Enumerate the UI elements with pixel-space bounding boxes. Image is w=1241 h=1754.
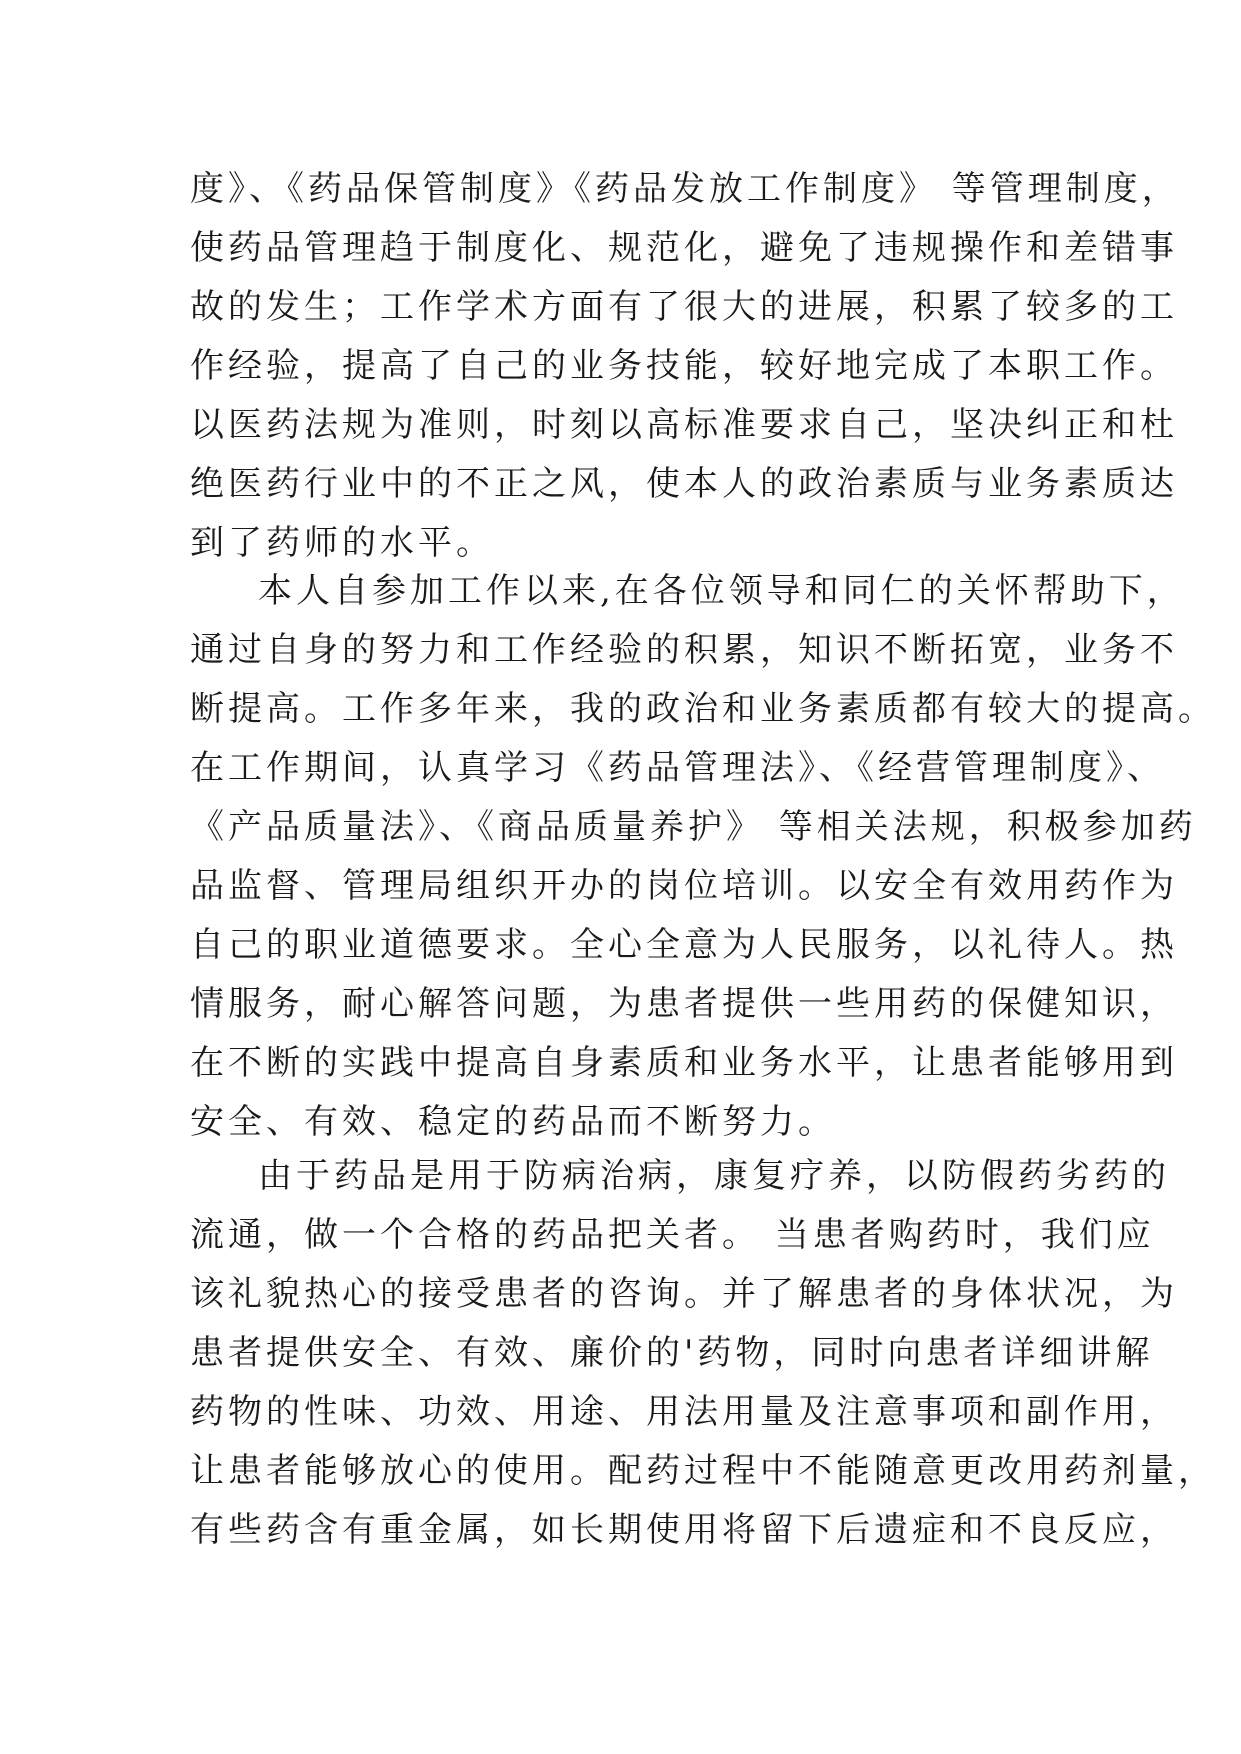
- paragraph-3: [190, 1147, 1216, 1560]
- text-line: 以医药法规为准则，时刻以高标准要求自己，坚决纠正和杜: [190, 405, 1178, 445]
- paragraph-2: [190, 562, 1216, 1152]
- text-line: 度》、《药品保管制度》《药品发放工作制度》 等管理制度，: [190, 169, 1180, 209]
- text-line: 绝医药行业中的不正之风，使本人的政治素质与业务素质达: [190, 464, 1178, 504]
- text-line: 有些药含有重金属，如长期使用将留下后遗症和不良反应，: [190, 1510, 1178, 1550]
- text-line: 药物的性味、功效、用途、用法用量及注意事项和副作用，: [190, 1392, 1178, 1432]
- text-line: 使药品管理趋于制度化、规范化，避免了违规操作和差错事: [190, 228, 1178, 268]
- text-line: 品监督、管理局组织开办的岗位培训。以安全有效用药作为: [190, 866, 1178, 906]
- text-line: 断提高。工作多年来，我的政治和业务素质都有较大的提高。: [190, 689, 1216, 729]
- text-line: 故的发生；工作学术方面有了很大的进展，积累了较多的工: [190, 287, 1178, 327]
- paragraph-1: [190, 160, 1180, 573]
- text-line: 到了药师的水平。: [190, 523, 494, 563]
- text-line: 《产品质量法》、《商品质量养护》 等相关法规，积极参加药: [190, 807, 1197, 847]
- text-line: 自己的职业道德要求。全心全意为人民服务，以礼待人。热: [190, 925, 1178, 965]
- text-line: 流通，做一个合格的药品把关者。 当患者购药时，我们应: [190, 1215, 1155, 1255]
- text-line: 患者提供安全、有效、廉价的'药物，同时向患者详细讲解: [190, 1333, 1154, 1373]
- text-line: 该礼貌热心的接受患者的咨询。并了解患者的身体状况，为: [190, 1274, 1178, 1314]
- text-line-indented: 由于药品是用于防病治病，康复疗养，以防假药劣药的: [258, 1156, 1170, 1196]
- text-line: 在不断的实践中提高自身素质和业务水平，让患者能够用到: [190, 1043, 1178, 1083]
- text-line: 情服务，耐心解答问题，为患者提供一些用药的保健知识，: [190, 984, 1178, 1024]
- text-line: 让患者能够放心的使用。配药过程中不能随意更改用药剂量，: [190, 1451, 1216, 1491]
- text-line: 通过自身的努力和工作经验的积累，知识不断拓宽，业务不: [190, 630, 1178, 670]
- text-line: 安全、有效、稳定的药品而不断努力。: [190, 1102, 836, 1142]
- text-line-indented: 本人自参加工作以来,在各位领导和同仁的关怀帮助下，: [258, 571, 1185, 611]
- text-line: 在工作期间，认真学习《药品管理法》、《经营管理制度》、: [190, 748, 1165, 788]
- text-line: 作经验，提高了自己的业务技能，较好地完成了本职工作。: [190, 346, 1178, 386]
